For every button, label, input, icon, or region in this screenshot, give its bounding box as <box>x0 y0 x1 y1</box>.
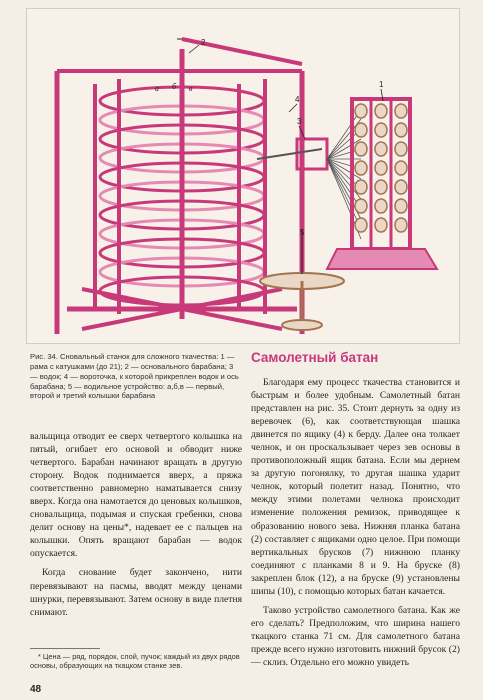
figure-illustration <box>26 8 460 344</box>
bobbin <box>355 104 367 118</box>
bobbin <box>395 199 407 213</box>
bobbin <box>395 180 407 194</box>
bobbin <box>355 142 367 156</box>
bobbins <box>355 104 407 232</box>
bobbin <box>375 123 387 137</box>
section-heading: Самолетный батан <box>251 350 379 365</box>
paragraph: Когда снование будет закончено, нити перевязывают на пасмы, вводят между ценами шнурки, перевязывают. Затем основу в виде плетня снимают. <box>30 567 242 618</box>
page-number: 48 <box>30 684 42 695</box>
figure-label-5: 5 <box>300 228 305 237</box>
bobbin <box>395 142 407 156</box>
figure-label-1: 1 <box>379 80 384 89</box>
bobbin <box>355 161 367 175</box>
bobbin <box>395 123 407 137</box>
paragraph: Таково устройство самолетного батана. Как же его сделать? Предположим, что ширина нашего ткацкого станка 71 см. Для самолетного батана прежде всего нужно изготовить нижний брусок (2) — склиз. Отдельно его можно увидеть <box>251 604 460 668</box>
footnote-divider <box>30 648 100 649</box>
figure-label-a: a <box>155 84 159 93</box>
bobbin <box>395 161 407 175</box>
figure-labels <box>155 38 384 237</box>
bobbin <box>375 199 387 213</box>
bobbin <box>395 104 407 118</box>
paragraph: Благодаря ему процесс ткачества становится и быстрым и более удобным. Самолетный батан представлен на рис. 35. Стоит дернуть за одну из веревочек (6), как соответствующая шашка двинется по ящику (4) к берду. Далее она толкает челнок, и он проскальзывает через зев основы в противоположный ящик батана. Если мы дернем за другую погонялку, то другая шашка ударит челнок, который полетит назад. Понятно, что между этими полетами челнока происходит изменение положения ремизок, приводящее к образованию нового зева. Нижняя планка батана (2) составляет с ящиками одно целое. При помощи вертикальных брусков (7) нижнюю планку соединяют с планками 8 и 9. На бруске (8) закреплен блок (12), а на бруске (9) установлены шипы (10), с помощью которых батан качается. <box>251 377 460 597</box>
bobbin <box>375 180 387 194</box>
figure-label-v: в <box>189 84 193 93</box>
bobbin <box>355 218 367 232</box>
footnote: * Цена — ряд, порядок, слой, пучок; каждый из двух рядов основы, образующих на ткацком станке зев. <box>30 652 240 671</box>
bobbin <box>375 142 387 156</box>
bobbin <box>375 161 387 175</box>
bobbin <box>375 218 387 232</box>
figure-label-3: 3 <box>297 117 302 126</box>
left-column <box>30 430 242 625</box>
bobbin <box>355 123 367 137</box>
bobbin <box>355 199 367 213</box>
drum-frame <box>57 39 302 334</box>
bobbin-rack <box>327 99 437 269</box>
figure-label-4: 4 <box>295 95 300 104</box>
crank-mechanism <box>182 39 327 169</box>
figure-label-b: б <box>172 82 177 91</box>
bobbin <box>395 218 407 232</box>
figure-label-2: 2 <box>201 38 206 47</box>
paragraph: вальщица отводит ее сверх четвертого колышка на пятый, огибает его основой и обводит ниже четвертого. Барабан начинают вращать в другую сторону. Водок поднимается вверх, а пряжа соответственно равномерно наматывается снизу вверх. Когда она намотается до ценовых колышков, сновальщица, подымая и спуская гребенки, снова делит основу на цены*, надевает ее с пальцев на колышки. Опять вращают барабан — водок опускается. <box>30 431 242 560</box>
right-column <box>251 376 460 675</box>
figure-caption: Рис. 34. Сновальный станок для сложного ткачества: 1 — рама с катушками (до 21); 2 — основального барабана; 3 — водок; 4 — вороточка, к которой прикреплен водок и ось барабана; 5 — водильное устройство: а,б,в — первый, второй и третий колышки барабана <box>30 352 239 401</box>
bobbin <box>375 104 387 118</box>
guide-device <box>260 229 344 330</box>
bobbin <box>355 180 367 194</box>
